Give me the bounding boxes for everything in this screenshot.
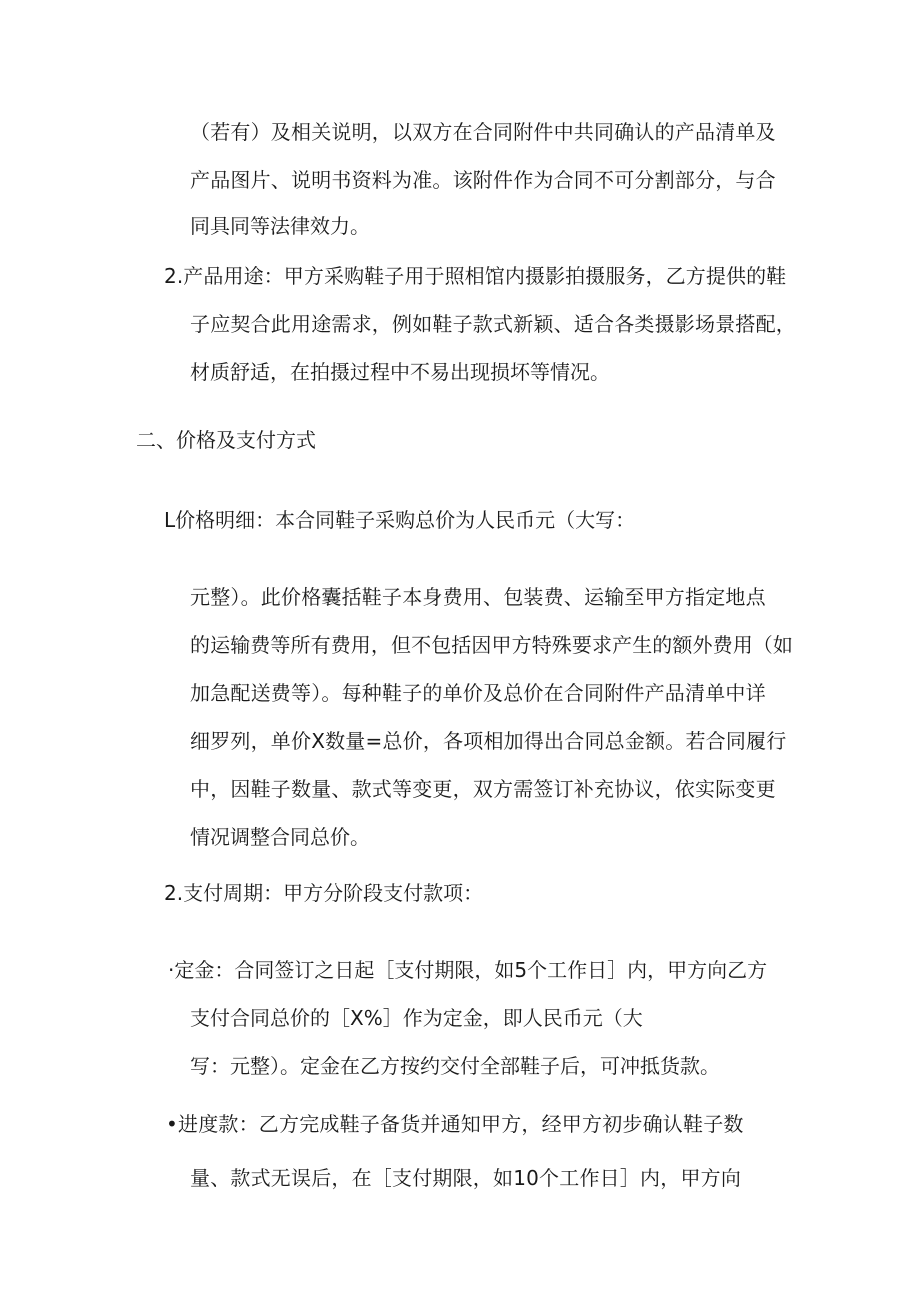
text-line: 2.支付周期：甲方分阶段支付款项：	[164, 881, 484, 905]
text-line: 的运输费等所有费用，但不包括因甲方特殊要求产生的额外费用（如	[190, 633, 793, 657]
bullet-item: •进度款：乙方完成鞋子备货并通知甲方，经甲方初步确认鞋子数	[166, 1112, 744, 1136]
bullet-item: ·定金：合同签订之日起［支付期限，如5个工作日］内，甲方向乙方	[168, 958, 768, 982]
text-line: 情况调整合同总价。	[190, 825, 370, 849]
text-line: 细罗列，单价X数量=总价，各项相加得出合同总金额。若合同履行	[190, 729, 787, 753]
text-line: 产品图片、说明书资料为准。该附件作为合同不可分割部分，与合	[190, 168, 776, 192]
text-line: （若有）及相关说明，以双方在合同附件中共同确认的产品清单及	[190, 120, 776, 144]
text-line: L价格明细：本合同鞋子采购总价为人民币元（大写：	[164, 508, 636, 532]
text-line: 加急配送费等）。每种鞋子的单价及总价在合同附件产品清单中详	[190, 681, 766, 705]
text-line: 量、款式无误后，在［支付期限，如10个工作日］内，甲方向	[190, 1166, 742, 1190]
text-line: 中，因鞋子数量、款式等变更，双方需签订补充协议，依实际变更	[190, 777, 776, 801]
text-line: 同具同等法律效力。	[190, 214, 370, 238]
section-heading: 二、价格及支付方式	[136, 428, 316, 452]
text-line: 子应契合此用途需求，例如鞋子款式新颖、适合各类摄影场景搭配，	[190, 312, 796, 336]
text-line: 支付合同总价的［X%］作为定金，即人民币元（大	[190, 1006, 643, 1030]
text-line: 材质舒适，在拍摄过程中不易出现损坏等情况。	[190, 360, 610, 384]
text-line: 2.产品用途：甲方采购鞋子用于照相馆内摄影拍摄服务，乙方提供的鞋	[164, 264, 787, 288]
text-line: 写：元整）。定金在乙方按约交付全部鞋子后，可冲抵货款。	[190, 1054, 720, 1078]
text-line: 元整）。此价格囊括鞋子本身费用、包装费、运输至甲方指定地点	[190, 585, 766, 609]
